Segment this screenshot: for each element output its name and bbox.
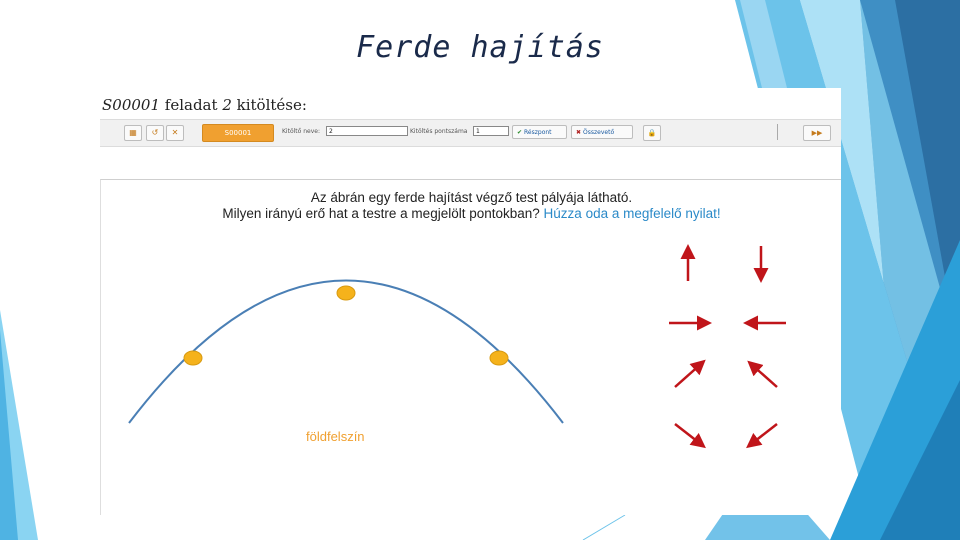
task-code-tab[interactable]: S00001 bbox=[202, 124, 274, 142]
task-word1: feladat bbox=[164, 96, 218, 114]
ground-label: földfelszín bbox=[306, 429, 365, 444]
score-field[interactable]: 1 bbox=[473, 126, 509, 136]
question-hint: Húzza oda a megfelelő nyilat! bbox=[543, 206, 721, 221]
lock-icon[interactable]: 🔒 bbox=[643, 125, 661, 141]
compare-button[interactable] bbox=[571, 125, 633, 139]
filler-name-label: Kitöltő neve: bbox=[282, 128, 320, 135]
arrow-palette bbox=[669, 246, 786, 445]
slide-title: Ferde hajítás bbox=[356, 30, 604, 65]
task-number: 2 bbox=[222, 96, 232, 114]
toolbar bbox=[100, 119, 841, 147]
embedded-screenshot bbox=[100, 88, 841, 515]
arrow-down-right[interactable] bbox=[675, 424, 702, 445]
tools-icon[interactable]: ✕ bbox=[166, 125, 184, 141]
partial-score-button[interactable] bbox=[512, 125, 567, 139]
arrow-up-left[interactable] bbox=[751, 364, 777, 387]
projectile-scene bbox=[101, 180, 841, 515]
refresh-icon[interactable]: ↺ bbox=[146, 125, 164, 141]
arrow-down-left[interactable] bbox=[750, 424, 777, 445]
save-icon[interactable]: ▦ bbox=[124, 125, 142, 141]
partial-score-label: Részpont bbox=[524, 129, 552, 136]
trajectory-point-left[interactable] bbox=[184, 351, 202, 365]
task-word2: kitöltése: bbox=[236, 96, 307, 114]
check-icon: ✔ bbox=[517, 129, 523, 136]
question-line-1: Az ábrán egy ferde hajítást végző test pályája látható. bbox=[310, 190, 633, 205]
arrow-up-right[interactable] bbox=[675, 363, 702, 387]
trajectory-point-top[interactable] bbox=[337, 286, 355, 300]
filler-name-field[interactable]: 2 bbox=[326, 126, 408, 136]
task-panel bbox=[100, 179, 841, 515]
score-label: Kitöltés pontszáma bbox=[410, 128, 468, 135]
cross-icon: ✖ bbox=[576, 129, 582, 136]
compare-label: Összevető bbox=[583, 129, 615, 136]
toolbar-divider bbox=[777, 124, 778, 140]
question-text: Milyen irányú erő hat a testre a megjelölt pontokban? bbox=[222, 206, 540, 221]
trajectory-point-right[interactable] bbox=[490, 351, 508, 365]
task-code: S00001 bbox=[102, 96, 160, 114]
task-heading bbox=[102, 96, 307, 114]
next-icon[interactable]: ▶▶ bbox=[803, 125, 831, 141]
